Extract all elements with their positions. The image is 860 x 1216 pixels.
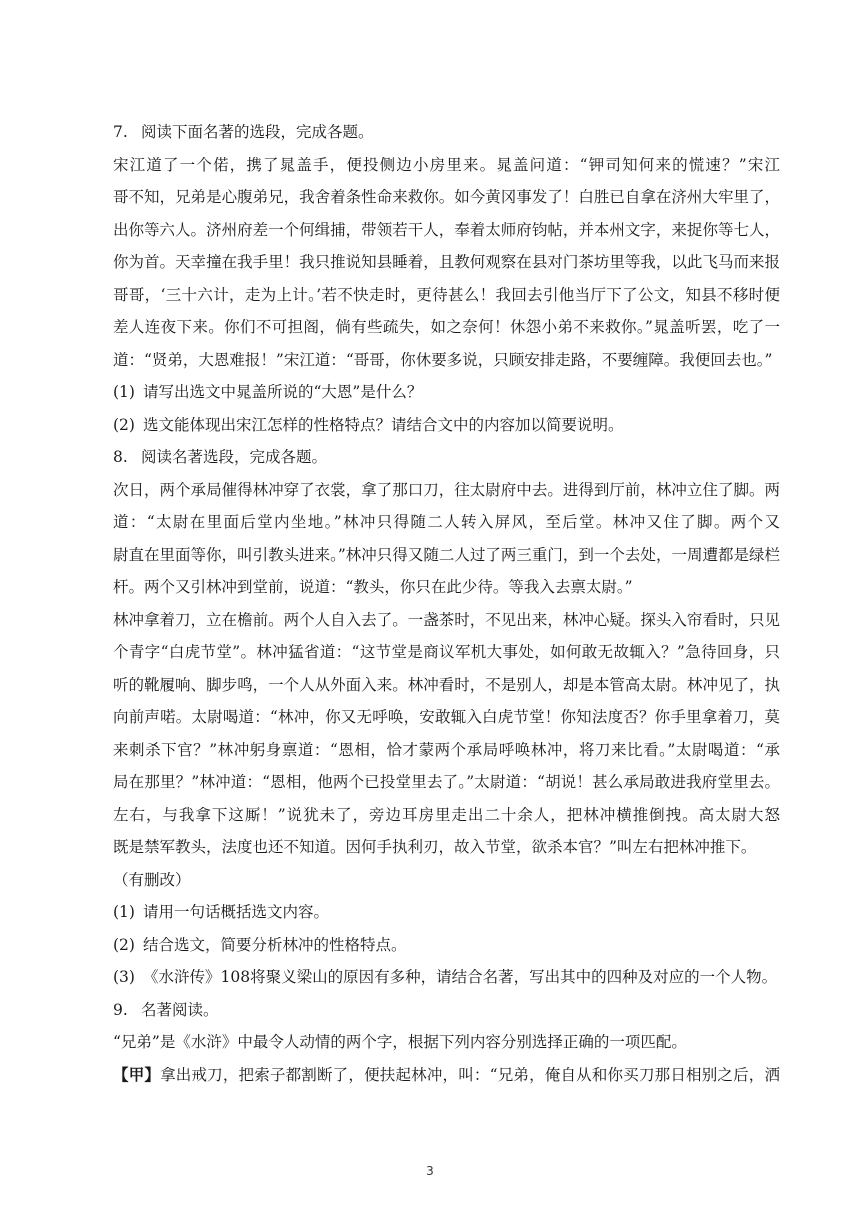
q8-passage-line: 林冲拿着刀，立在檐前。两个人自入去了。一盏茶时，不见出来，林冲心疑。探头入帘看时，只见	[113, 610, 780, 629]
q8-passage-line: 既是禁军教头，法度也还不知道。因何手执利刃，故入节堂，欲杀本官？”叫左右把林冲推下。	[113, 838, 757, 856]
q8-sub3-text: 《水浒传》108将聚义梁山的原因有多种，请结合名著，写出其中的四种及对应的一个人物。	[143, 968, 778, 986]
q8-passage-line: 局在那里？”林冲道：“恩相，他两个已投堂里去了。”太尉道：“胡说！甚么承局敢进我府堂里去。	[113, 773, 780, 791]
q8-subquestion-1	[113, 896, 780, 929]
q8-sub2-text: 结合选文，简要分析林冲的性格特点。	[143, 935, 407, 954]
q8-passage-line: 向前声喏。太尉喝道：“林冲，你又无呼唤，安敢辄入白虎节堂！你知法度否？你手里拿着刀，莫	[113, 708, 780, 726]
q7-sub2-label: (2)	[113, 415, 135, 434]
q7-sub1-label: (1)	[113, 383, 135, 401]
q8-sub1-text: 请用一句话概括选文内容。	[143, 903, 330, 921]
q8-subquestion-2	[113, 929, 780, 962]
q9-jia-label: 【甲】	[113, 1064, 161, 1084]
q8-edit-note: （有删改）	[113, 870, 191, 889]
q8-heading	[113, 441, 780, 474]
q9-number: 9.	[113, 1000, 128, 1019]
q9-heading	[113, 994, 780, 1027]
q7-sub2-text: 选文能体现出宋江怎样的性格特点？请结合文中的内容加以简要说明。	[143, 415, 624, 434]
q8-passage-line: 听的靴履响、脚步鸣，一个人从外面入来。林冲看时，不是别人，却是本管高太尉。林冲见了，执	[113, 675, 780, 694]
q8-passage-line: 次日，两个承局催得林冲穿了衣裳，拿了那口刀，往太尉府中去。进得到厅前，林冲立住了脚。两	[113, 480, 780, 499]
q8-sub2-label: (2)	[113, 935, 135, 954]
q8-sub1-label: (1)	[113, 903, 135, 921]
q7-passage-line: 宋江道了一个偌，携了晁盖手，便投侧边小房里来。晁盖问道：“钾司知何来的慌速？”宋江	[113, 155, 780, 174]
q8-passage-paragraph-1	[113, 474, 780, 604]
q9-heading-text: 名著阅读。	[141, 1000, 219, 1019]
q9-jia-text: 拿出戒刀，把索子都割断了，便扶起林冲，叫：“兄弟，俺自从和你买刀那日相别之后，洒	[160, 1065, 780, 1084]
q7-passage-line: 你为首。天幸撞在我手里！我只推说知县睡着，且教何观察在县对门茶坊里等我，以此飞马而来报	[113, 253, 780, 271]
q7-passage-line: 哥哥，‘三十六计，走为上计。’若不快走时，更待甚么！我回去引他当厅下了公文，知县不移时便	[113, 285, 780, 304]
q7-passage-line: 出你等六人。济州府差一个何缉捕，带领若干人，奉着太师府钧帖，并本州文字，来捉你等七人，	[113, 220, 780, 239]
q7-heading-text: 阅读下面名著的选段，完成各题。	[141, 123, 374, 141]
q7-passage-line: 差人连夜下来。你们不可担阁，倘有些疏失，如之奈何！休怨小弟不来救你。”晁盖听罢，吃了一	[113, 318, 780, 336]
q7-subquestion-1	[113, 376, 780, 409]
q8-passage-line: 个青字“白虎节堂”。林冲猛省道：“这节堂是商议军机大事处，如何敢无故辄入？”急待回身，只	[113, 643, 780, 661]
q8-sub3-label: (3)	[113, 968, 135, 986]
q9-item-jia	[113, 1059, 780, 1092]
page-number: 3	[426, 1164, 434, 1178]
q8-passage-paragraph-2	[113, 604, 780, 864]
q8-passage-line: 来刺杀下官？”林冲躬身禀道：“恩相，恰才蒙两个承局呼唤林冲，将刀来比看。”太尉喝道：“承	[113, 740, 780, 759]
q7-passage-line: 道：“贤弟，大恩难报！”宋江道：“哥哥，你休要多说，只顾安排走路，不要缠障。我便回去也。”	[113, 350, 773, 369]
q8-number: 8.	[113, 448, 128, 466]
q7-number: 7.	[113, 123, 128, 141]
q7-heading	[113, 116, 780, 149]
q8-passage-line: 道：“太尉在里面后堂内坐地。”林冲只得随二人转入屏风，至后堂。林冲又住了脚。两个又	[113, 513, 780, 531]
q8-passage-line: 杆。两个又引林冲到堂前，说道：“教头，你只在此少待。等我入去禀太尉。”	[113, 578, 633, 596]
page-content	[113, 116, 780, 1091]
q7-subquestion-2	[113, 409, 780, 442]
q8-passage-line: 尉直在里面等你，叫引教头进来。”林冲只得又随二人过了两三重门，到一个去处，一周遭都是绿栏	[113, 545, 780, 564]
q7-sub1-text: 请写出选文中晁盖所说的“大恩”是什么？	[143, 383, 423, 401]
q7-passage	[113, 149, 780, 377]
q7-passage-line: 哥不知，兄弟是心腹弟兄，我舍着条性命来救你。如今黄冈事发了！白胜已自拿在济州大牢里了，	[113, 188, 780, 206]
q9-intro: “兄弟”是《水浒》中最令人动情的两个字，根据下列内容分别选择正确的一项匹配。	[113, 1033, 687, 1051]
q8-subquestion-3	[113, 961, 780, 994]
q8-passage-line: 左右，与我拿下这厮！”说犹未了，旁边耳房里走出二十余人，把林冲横推倒拽。高太尉大怒	[113, 805, 780, 824]
q8-heading-text: 阅读名著选段，完成各题。	[141, 448, 328, 466]
